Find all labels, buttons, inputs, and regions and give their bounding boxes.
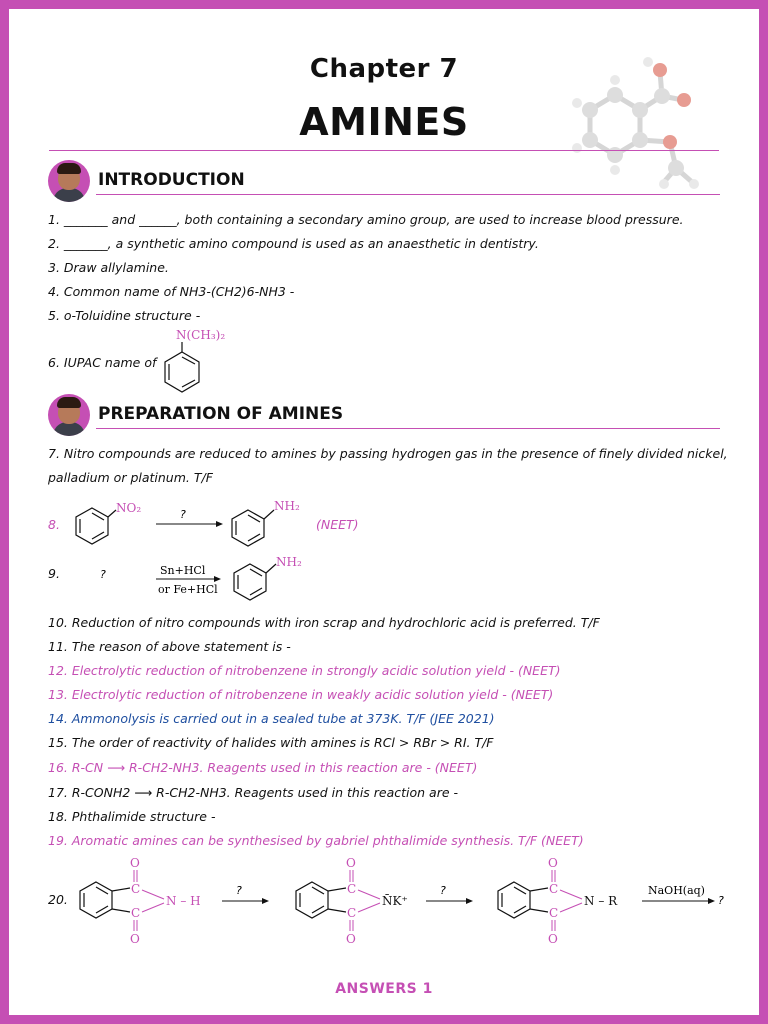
question-3: 3. Draw allylamine. bbox=[48, 260, 169, 275]
question-20: 20. bbox=[48, 892, 68, 907]
section-heading: INTRODUCTION bbox=[98, 170, 245, 190]
author-avatar bbox=[48, 160, 90, 202]
oxygen-atom: O bbox=[548, 932, 558, 946]
oxygen-atom: O bbox=[346, 932, 356, 946]
potassium-phthalimide-structure bbox=[296, 856, 408, 946]
reactant-unknown: ? bbox=[100, 568, 106, 581]
question-6: 6. IUPAC name of bbox=[48, 355, 157, 370]
nitrobenzene-structure bbox=[76, 501, 141, 544]
nh2-label: NH₂ bbox=[274, 499, 300, 513]
oxygen-atom: O bbox=[346, 856, 356, 870]
carbonyl-carbon: C bbox=[131, 906, 141, 920]
oxygen-atom: O bbox=[130, 856, 140, 870]
question-15: 15. The order of reactivity of halides with amines is RCl > RBr > RI. T/F bbox=[48, 735, 494, 750]
question-13: 13. Electrolytic reduction of nitrobenzene in weakly acidic solution yield - (NEET) bbox=[48, 687, 554, 702]
question-11: 11. The reason of above statement is - bbox=[48, 639, 291, 654]
question-4: 4. Common name of NH3-(CH2)6-NH3 - bbox=[48, 284, 295, 299]
oxygen-atom: O bbox=[130, 932, 140, 946]
question-2: 2. _______, a synthetic amino compound is used as an anaesthetic in dentistry. bbox=[48, 236, 539, 251]
question-1: 1. _______ and ______, both containing a secondary amino group, are used to increase blood pressure. bbox=[48, 212, 684, 227]
question-8: 8. bbox=[48, 517, 60, 532]
question-14: 14. Ammonolysis is carried out in a sealed tube at 373K. T/F (JEE 2021) bbox=[48, 711, 495, 726]
reagent-unknown: ? bbox=[180, 508, 186, 521]
no2-label: NO₂ bbox=[116, 501, 142, 515]
gabriel-synthesis-scheme bbox=[68, 852, 768, 952]
reagent-fe-hcl: or Fe+HCl bbox=[158, 583, 218, 596]
question-16: 16. R-CN ⟶ R-CH2-NH3. Reagents used in this reaction are - (NEET) bbox=[48, 760, 478, 775]
title-divider bbox=[49, 150, 719, 151]
reagent-naoh: NaOH(aq) bbox=[648, 884, 705, 897]
carbonyl-carbon: C bbox=[347, 882, 357, 896]
reagent-unknown: ? bbox=[440, 884, 446, 897]
oxygen-atom: O bbox=[548, 856, 558, 870]
carbonyl-carbon: C bbox=[549, 882, 559, 896]
phthalimide-structure bbox=[80, 856, 201, 946]
nk-group: N̄K⁺ bbox=[382, 894, 408, 908]
answers-link[interactable]: ANSWERS 1 bbox=[335, 981, 433, 997]
carbonyl-carbon: C bbox=[347, 906, 357, 920]
aniline-structure bbox=[232, 499, 300, 546]
reagent-sn-hcl: Sn+HCl bbox=[160, 564, 206, 577]
nh2-label: NH₂ bbox=[276, 555, 302, 569]
question-8-tag: (NEET) bbox=[316, 517, 359, 532]
question-10: 10. Reduction of nitro compounds with iron scrap and hydrochloric acid is preferred. T/F bbox=[48, 615, 600, 630]
question-12: 12. Electrolytic reduction of nitrobenzene in strongly acidic solution yield - (NEET) bbox=[48, 663, 561, 678]
n-alkylphthalimide-structure bbox=[498, 856, 618, 946]
chapter-title: AMINES bbox=[299, 100, 469, 144]
product-unknown: ? bbox=[718, 894, 724, 907]
section-divider bbox=[96, 428, 720, 429]
carbonyl-carbon: C bbox=[131, 882, 141, 896]
question-17: 17. R-CONH2 ⟶ R-CH2-NH3. Reagents used in this reaction are - bbox=[48, 785, 459, 800]
nme2-label: N(CH₃)₂ bbox=[176, 328, 226, 342]
carbonyl-carbon: C bbox=[549, 906, 559, 920]
reagent-unknown: ? bbox=[236, 884, 242, 897]
dimethylaniline-structure bbox=[158, 326, 226, 396]
chapter-label: Chapter 7 bbox=[309, 54, 459, 84]
question-5: 5. o-Toluidine structure - bbox=[48, 308, 201, 323]
aniline-structure bbox=[234, 555, 302, 600]
question-18: 18. Phthalimide structure - bbox=[48, 809, 216, 824]
question-19: 19. Aromatic amines can be synthesised by gabriel phthalimide synthesis. T/F (NEET) bbox=[48, 833, 584, 848]
author-avatar bbox=[48, 394, 90, 436]
reaction-9 bbox=[96, 552, 336, 602]
question-7-cont: palladium or platinum. T/F bbox=[48, 470, 213, 485]
nh-group: N – H bbox=[166, 894, 201, 908]
nr-group: N – R bbox=[584, 894, 618, 908]
question-9: 9. bbox=[48, 566, 60, 581]
question-7: 7. Nitro compounds are reduced to amines by passing hydrogen gas in the presence of finely divided nickel, bbox=[48, 446, 728, 461]
section-divider bbox=[96, 194, 720, 195]
section-preparation bbox=[48, 394, 720, 434]
section-introduction bbox=[48, 160, 720, 200]
section-heading: PREPARATION OF AMINES bbox=[98, 404, 344, 424]
